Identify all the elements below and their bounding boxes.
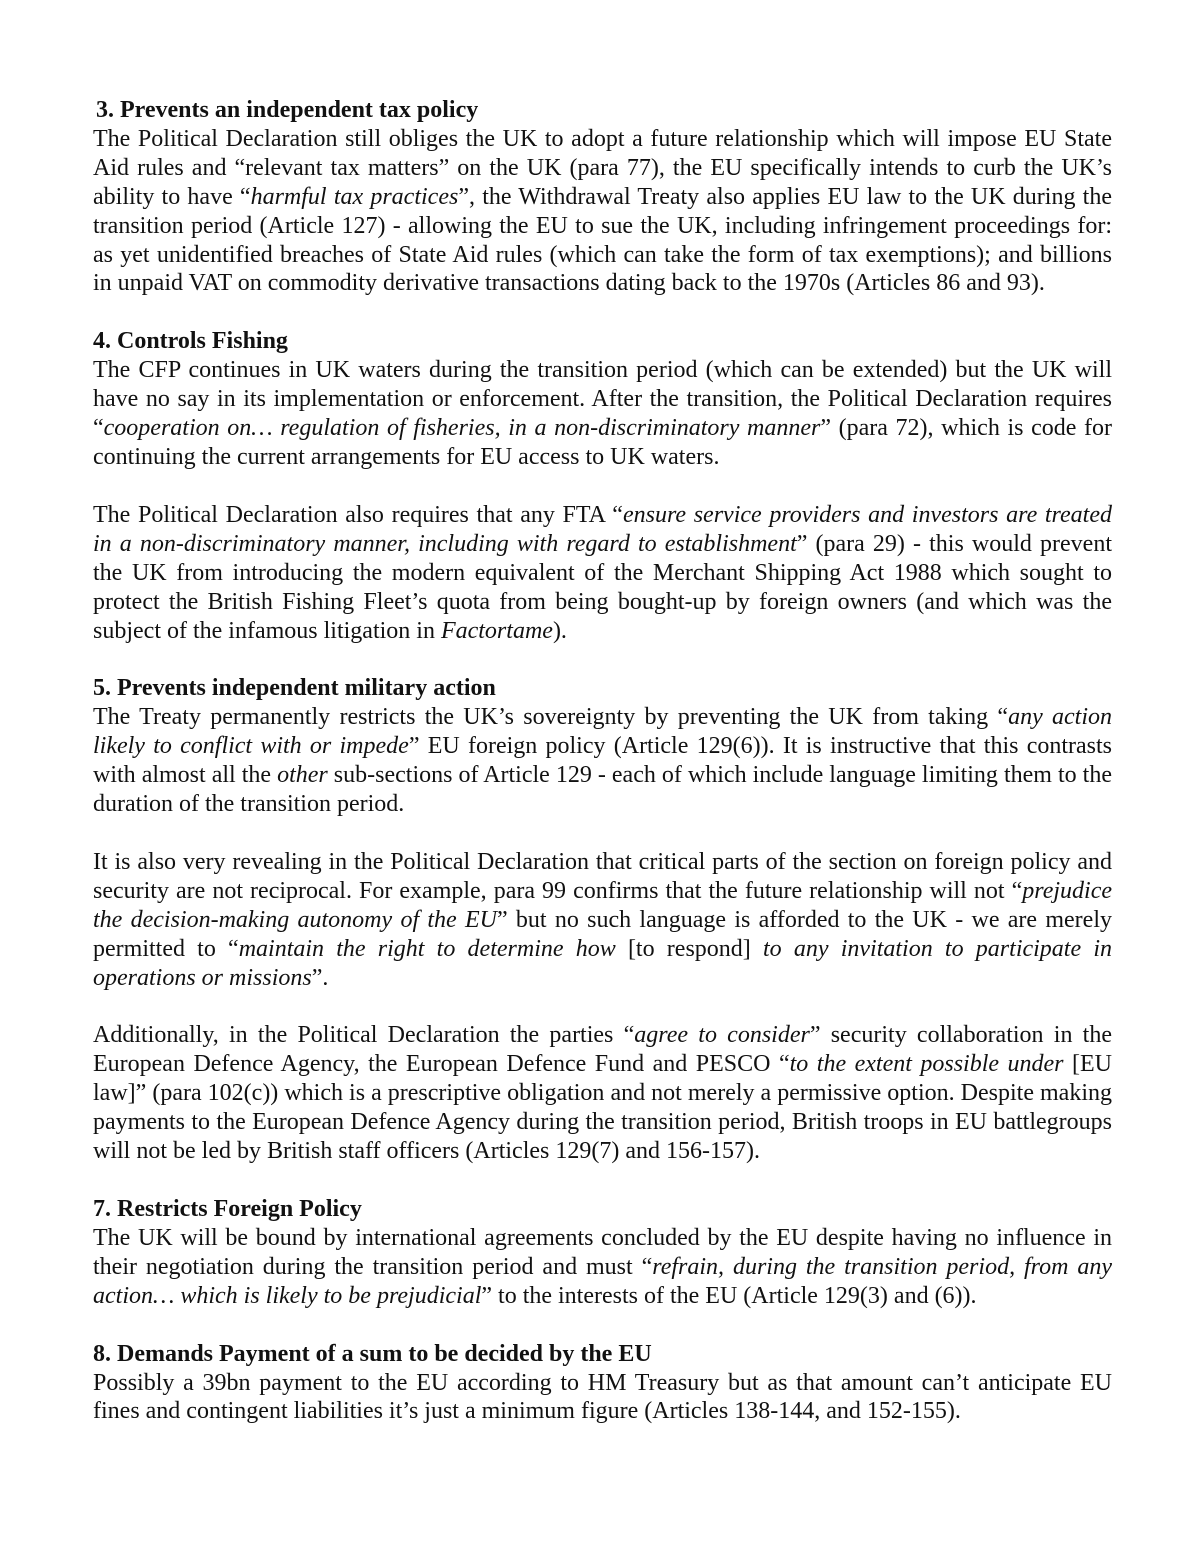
section-heading: 4. Controls Fishing xyxy=(93,328,288,355)
section-payment xyxy=(93,1340,1112,1427)
section-fishing xyxy=(93,327,1112,645)
section-paragraph: The CFP continues in UK waters during the transition period (which can be extended) but the UK will have no say in its implementation or enforcement. After the transition, the Political Declaration requires “cooperation on… regulation of fisheries, in a non-discriminatory manner” (para 72), which is code for continuing the current arrangements for EU access to UK waters. xyxy=(93,357,1112,470)
section-paragraph: The Political Declaration also requires that any FTA “ensure service providers and investors are treated in a non-discriminatory manner, including with regard to establishment” (para 29) - this would prevent the UK from introducing the modern equivalent of the Merchant Shipping Act 1988 which sought to protect the British Fishing Fleet’s quota from being bought-up by foreign owners (and which was the subject of the infamous litigation in Factortame). xyxy=(93,501,1113,644)
section-heading: 5. Prevents independent military action xyxy=(93,675,496,702)
section-military-action xyxy=(93,674,1112,1166)
section-paragraph: The Treaty permanently restricts the UK’s sovereignty by preventing the UK from taking “any action likely to conflict with or impede” EU foreign policy (Article 129(6)). It is instructive that this contrasts with almost all the other sub-sections of Article 129 - each of which include language limiting them to the duration of the transition period. xyxy=(93,704,1113,818)
section-paragraph: The UK will be bound by international agreements concluded by the EU despite having no influence in their negotiation during the transition period and must “refrain, during the transition period, from any action… which is likely to be prejudicial” to the interests of the EU (Article 129(3) and (6)). xyxy=(93,1224,1113,1309)
section-paragraph: Additionally, in the Political Declaration the parties “agree to consider” security collaboration in the European Defence Agency, the European Defence Fund and PESCO “to the extent possible under [EU law]” (para 102(c)) which is a prescriptive obligation and not merely a permissive option. Despite making payments to the European Defence Agency during the transition period, British troops in EU battlegroups will not be led by British staff officers (Articles 129(7) and 156-157). xyxy=(93,1022,1113,1165)
section-foreign-policy xyxy=(93,1195,1112,1311)
section-heading: 3. Prevents an independent tax policy xyxy=(96,97,479,123)
section-paragraph: Possibly a 39bn payment to the EU according to HM Treasury but as that amount can’t anticipate EU fines and contingent liabilities it’s just a minimum figure (Articles 138-144, and 152-155). xyxy=(93,1369,1112,1425)
section-paragraph: It is also very revealing in the Political Declaration that critical parts of the section on foreign policy and security are not reciprocal. For example, para 99 confirms that the future relationship will not “prejudice the decision-making autonomy of the EU” but no such language is afforded to the UK - we are merely permitted to “maintain the right to determine how [to respond] to any invitation to participate in operations or missions”. xyxy=(93,848,1113,991)
section-heading: 8. Demands Payment of a sum to be decided by the EU xyxy=(93,1340,652,1367)
section-tax-policy xyxy=(93,96,1112,298)
section-heading: 7. Restricts Foreign Policy xyxy=(93,1196,362,1222)
section-paragraph: The Political Declaration still obliges the UK to adopt a future relationship which will impose EU State Aid rules and “relevant tax matters” on the UK (para 77), the EU specifically intends to curb the UK’s ability to have “harmful tax practices”, the Withdrawal Treaty also applies EU law to the UK during the transition period (Article 127) - allowing the EU to sue the UK, including infringement proceedings for: as yet unidentified breaches of State Aid rules (which can take the form of tax exemptions); and billions in unpaid VAT on commodity derivative transactions dating back to the 1970s (Articles 86 and 93). xyxy=(93,125,1112,297)
